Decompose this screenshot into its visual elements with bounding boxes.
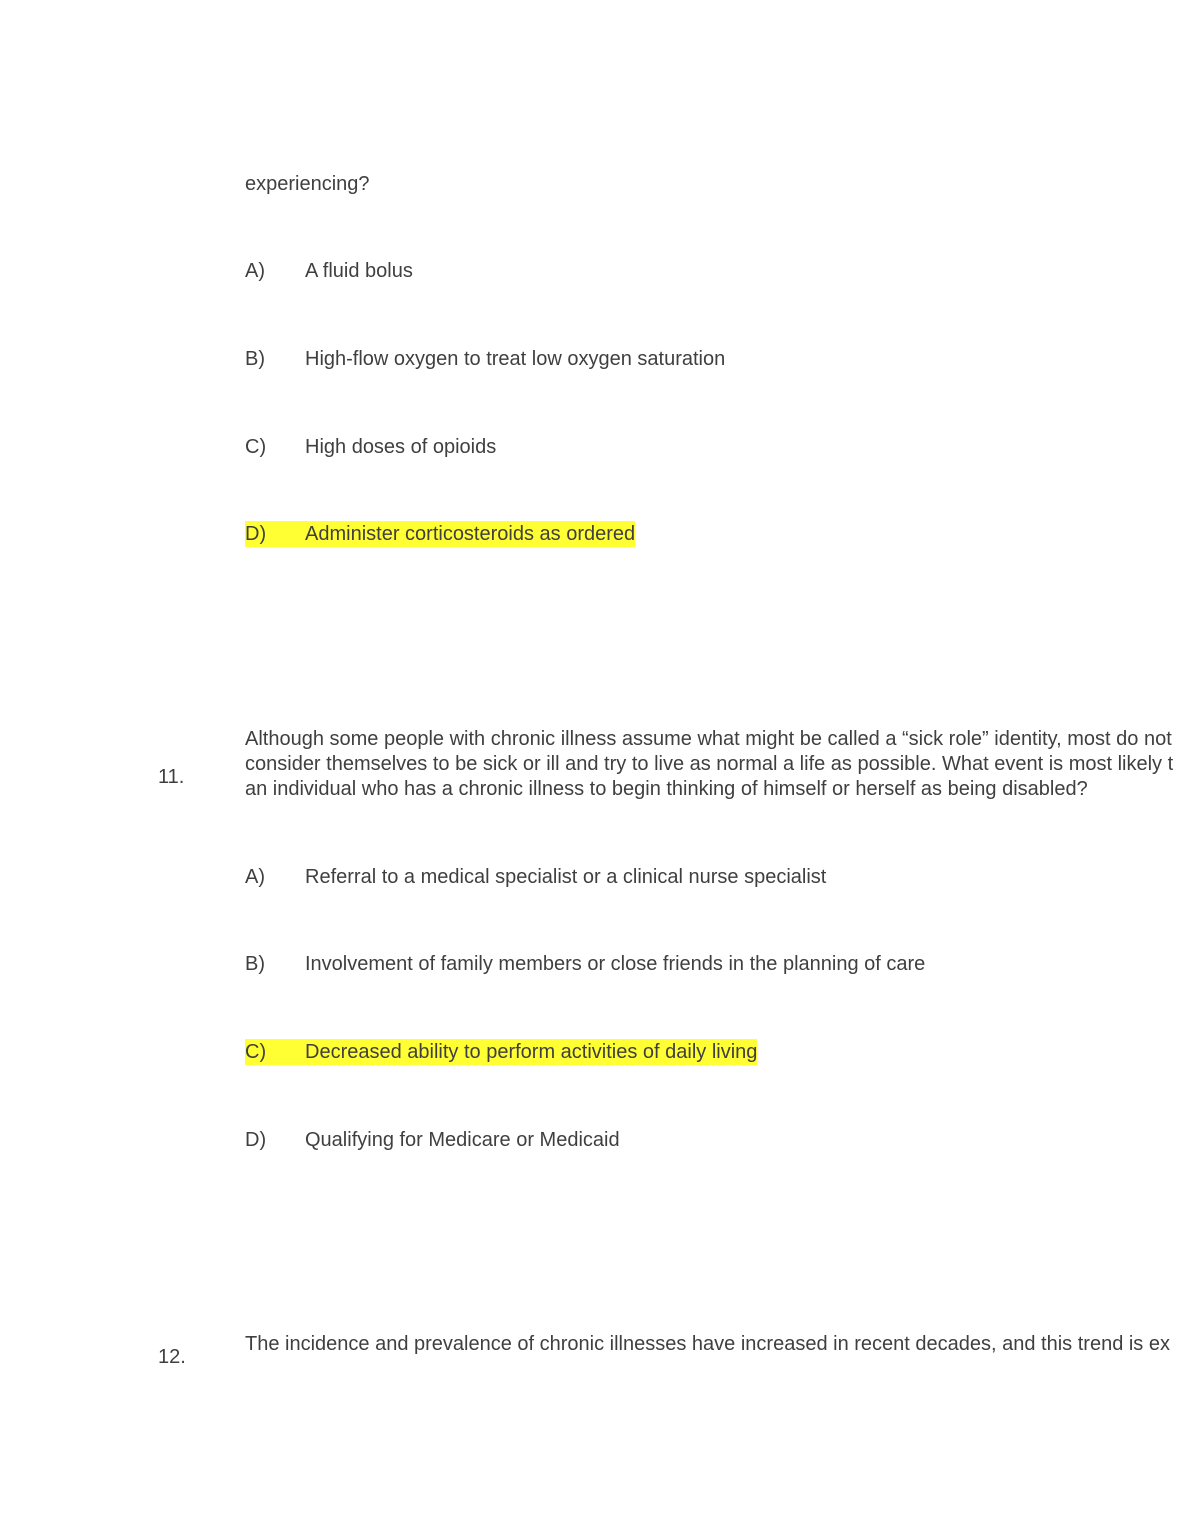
option-letter: A): [245, 260, 265, 282]
question-11-option-b: [245, 951, 925, 977]
question-10-option-d-highlighted: [245, 521, 635, 547]
option-text: Involvement of family members or close friends in the planning of care: [305, 953, 926, 975]
question-11-number: 11.: [158, 766, 185, 788]
option-text: High-flow oxygen to treat low oxygen saturation: [305, 348, 726, 370]
question-10-stem-tail: experiencing?: [245, 173, 370, 195]
option-letter: C): [245, 436, 267, 458]
option-letter: B): [245, 953, 265, 975]
option-text: Qualifying for Medicare or Medicaid: [305, 1129, 620, 1151]
question-11-option-d: [245, 1127, 620, 1153]
question-10-option-a: [245, 258, 413, 284]
option-text: A fluid bolus: [305, 260, 413, 282]
question-10-option-b: [245, 346, 725, 372]
question-12-stem: [245, 1332, 1190, 1357]
question-10-option-c: [245, 434, 496, 460]
question-12-number: 12.: [158, 1346, 186, 1368]
question-11-stem-line-3: an individual who has a chronic illness to begin thinking of himself or herself as being disabled?: [245, 778, 1088, 800]
option-letter: A): [245, 866, 265, 888]
option-letter: D): [245, 1129, 267, 1151]
option-text: Decreased ability to perform activities of daily living: [305, 1041, 758, 1063]
option-text: Administer corticosteroids as ordered: [305, 523, 636, 545]
question-11-option-a: [245, 864, 826, 890]
option-letter: C): [245, 1039, 305, 1065]
question-11-option-c-highlighted: [245, 1039, 757, 1065]
question-11-stem-line-2: consider themselves to be sick or ill and try to live as normal a life as possible. What event is most likely t: [245, 753, 1174, 775]
option-letter: B): [245, 348, 265, 370]
question-11-stem: [245, 727, 1190, 802]
question-12-stem-line-1: The incidence and prevalence of chronic illnesses have increased in recent decades, and this trend is ex: [245, 1333, 1170, 1355]
question-11-stem-line-1: Although some people with chronic illness assume what might be called a “sick role” identity, most do not: [245, 728, 1172, 750]
option-text: Referral to a medical specialist or a clinical nurse specialist: [305, 866, 827, 888]
option-letter: D): [245, 521, 305, 547]
option-text: High doses of opioids: [305, 436, 497, 458]
